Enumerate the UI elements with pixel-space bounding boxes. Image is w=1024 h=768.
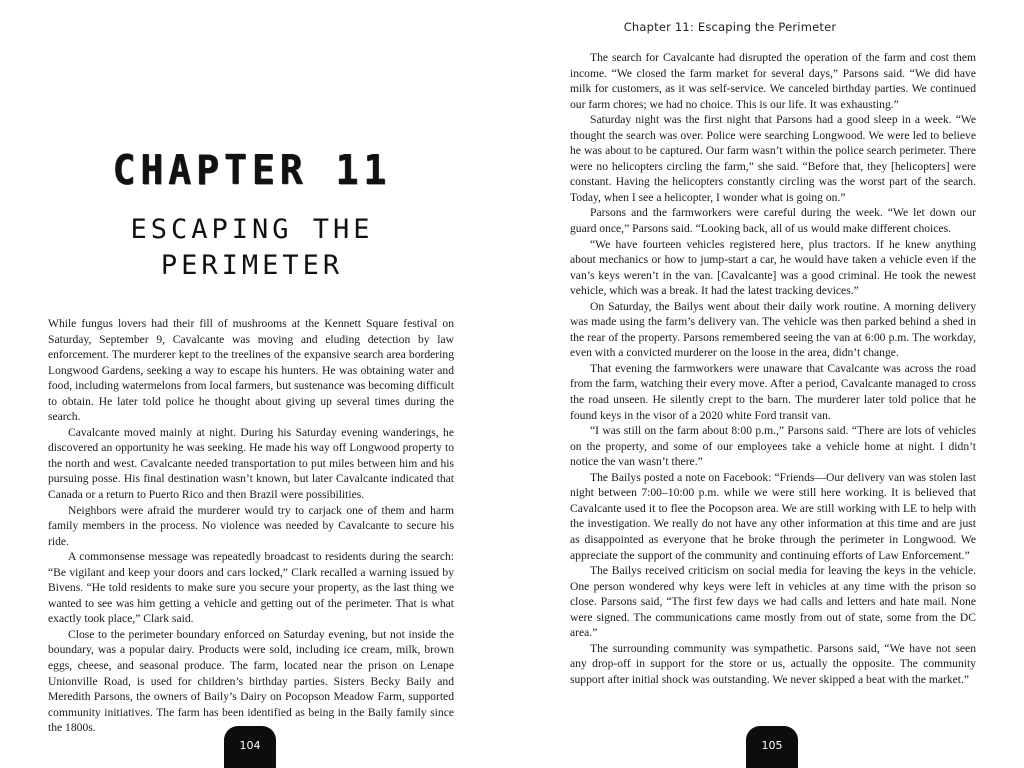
paragraph: The Bailys posted a note on Facebook: “Friends—Our delivery van was stolen last night between 7:00–10:00 p.m. while we were still here working. It is believed that Cavalcante used it to flee the Pocopson area. We are still working with LE to help with the investigation. We really do not have any other information at this time and are just as disappointed as everyone that he broke through the perimeter in Longwood. We appreciate the support of the community and continuing efforts of Law Enforcement.”: [570, 470, 976, 562]
paragraph: The surrounding community was sympathetic. Parsons said, “We have not seen any drop-off in support for the store or us, actually the opposite. The community support after initial shock was outstanding. We never skipped a beat with the market.”: [570, 641, 976, 686]
paragraph: Cavalcante moved mainly at night. During his Saturday evening wanderings, he discovered an opportunity he was seeking. He made his way off Longwood property to the north and west. Cavalcante needed transportation to put miles between him and his pursuing posse. His final destination wasn’t known, but later Cavalcante indicated that Canada or a return to Puerto Rico and then Brazil were possibilities.: [48, 425, 454, 502]
paragraph: A commonsense message was repeatedly broadcast to residents during the search: “Be vigilant and keep your doors and cars locked,” Clark recalled a warning issued by Bivens. “He told residents to make sure you secure your property, as the last thing we wanted to see was him getting a vehicle and getting out of the perimeter. That is what exactly took place,” Clark said.: [48, 550, 454, 626]
paragraph: On Saturday, the Bailys went about their daily work routine. A morning delivery was made using the farm’s delivery van. The vehicle was then parked behind a shed in the rear of the property. Parsons remembered seeing the van at 6:00 p.m. The workday, even with a convicted murderer on the loose in the area, didn’t change.: [570, 299, 976, 360]
paragraph: Parsons and the farmworkers were careful during the week. “We let down our guard once,” Parsons said. “Looking back, all of us would make different choices.: [570, 206, 976, 236]
chapter-title: ESCAPING THE PERIMETER: [130, 214, 374, 281]
page-number-right: 105: [746, 726, 798, 768]
right-page-body: [570, 50, 976, 687]
paragraph: “I was still on the farm about 8:00 p.m.,” Parsons said. “There are lots of vehicles on the property, and some of our employees take a vehicle home at night. I didn’t notice the van wasn’t there.”: [570, 424, 976, 469]
paragraph: Neighbors were afraid the murderer would try to carjack one of them and harm family members in the process. No violence was needed by Cavalcante to secure his ride.: [48, 503, 454, 548]
chapter-number: CHAPTER 11: [112, 146, 392, 194]
paragraph: While fungus lovers had their fill of mushrooms at the Kennett Square festival on Saturday, September 9, Cavalcante was moving and eluding detection by law enforcement. The murderer kept to the treelines of the expansive search area bordering Longwood Gardens, seeking a way to escape his hunters. He was obtaining water and food, including watermelons from local farmers, but sustenance was becoming difficult to obtain. He later told police he thought about giving up several times during the search.: [48, 317, 454, 424]
paragraph: That evening the farmworkers were unaware that Cavalcante was across the road from the farm, watching their every move. After a period, Cavalcante managed to cross the road unseen. He silently crept to the barn. The murderer later told police that he found keys in the visor of a 2020 white Ford transit van.: [570, 361, 976, 422]
paragraph: “We have fourteen vehicles registered here, plus tractors. If he knew anything about mechanics or how to jump-start a car, he would have taken a vehicle even if the van’s keys weren’t in the van. [Cavalcante] was a good criminal. He took the newest vehicle, which was a break. It had the latest tracking devices.”: [570, 237, 976, 298]
paragraph: The search for Cavalcante had disrupted the operation of the farm and cost them income. “We closed the farm market for several days,” Parsons said. “We did have milk for customers, as it was self-service. We canceled birthday parties. We continued our farm chores; we had no choice. This is our life. It was exhausting.”: [570, 51, 976, 111]
page-number-left: 104: [224, 726, 276, 768]
paragraph: Close to the perimeter boundary enforced on Saturday evening, but not inside the boundary, was a popular dairy. Products were sold, including ice cream, milk, brown eggs, cheese, and seasonal produce. The farm, located near the prison on Lenape Unionville Road, is used for children’s birthday parties. Sisters Becky Baily and Meredith Parsons, the owners of Baily’s Dairy on Pocopson Meadow Farm, supported community initiatives. The farm has been identified as being in the Baily family since the 1800s.: [48, 627, 454, 735]
left-page-body: [48, 316, 454, 736]
paragraph: The Bailys received criticism on social media for leaving the keys in the vehicle. One person wondered why keys were left in vehicles at any time with the prison so close. Parsons said, “The first few days we had calls and letters and hate mail. None were signed. The communications came mostly from out of state, some from the DC area.”: [570, 564, 976, 640]
running-head: Chapter 11: Escaping the Perimeter: [623, 20, 837, 34]
paragraph: Saturday night was the first night that Parsons had a good sleep in a week. “We thought the search was over. Police were searching Longwood. We were led to believe he was about to be captured. Our farm wasn’t within the police search perimeter. There were no helicopters circling the farm,” she said. “Before that, they [helicopters] were constant. Having the helicopters constantly circling was the worst part of the search. Today, when I see a helicopter, I wonder what is going on.”: [570, 113, 976, 204]
